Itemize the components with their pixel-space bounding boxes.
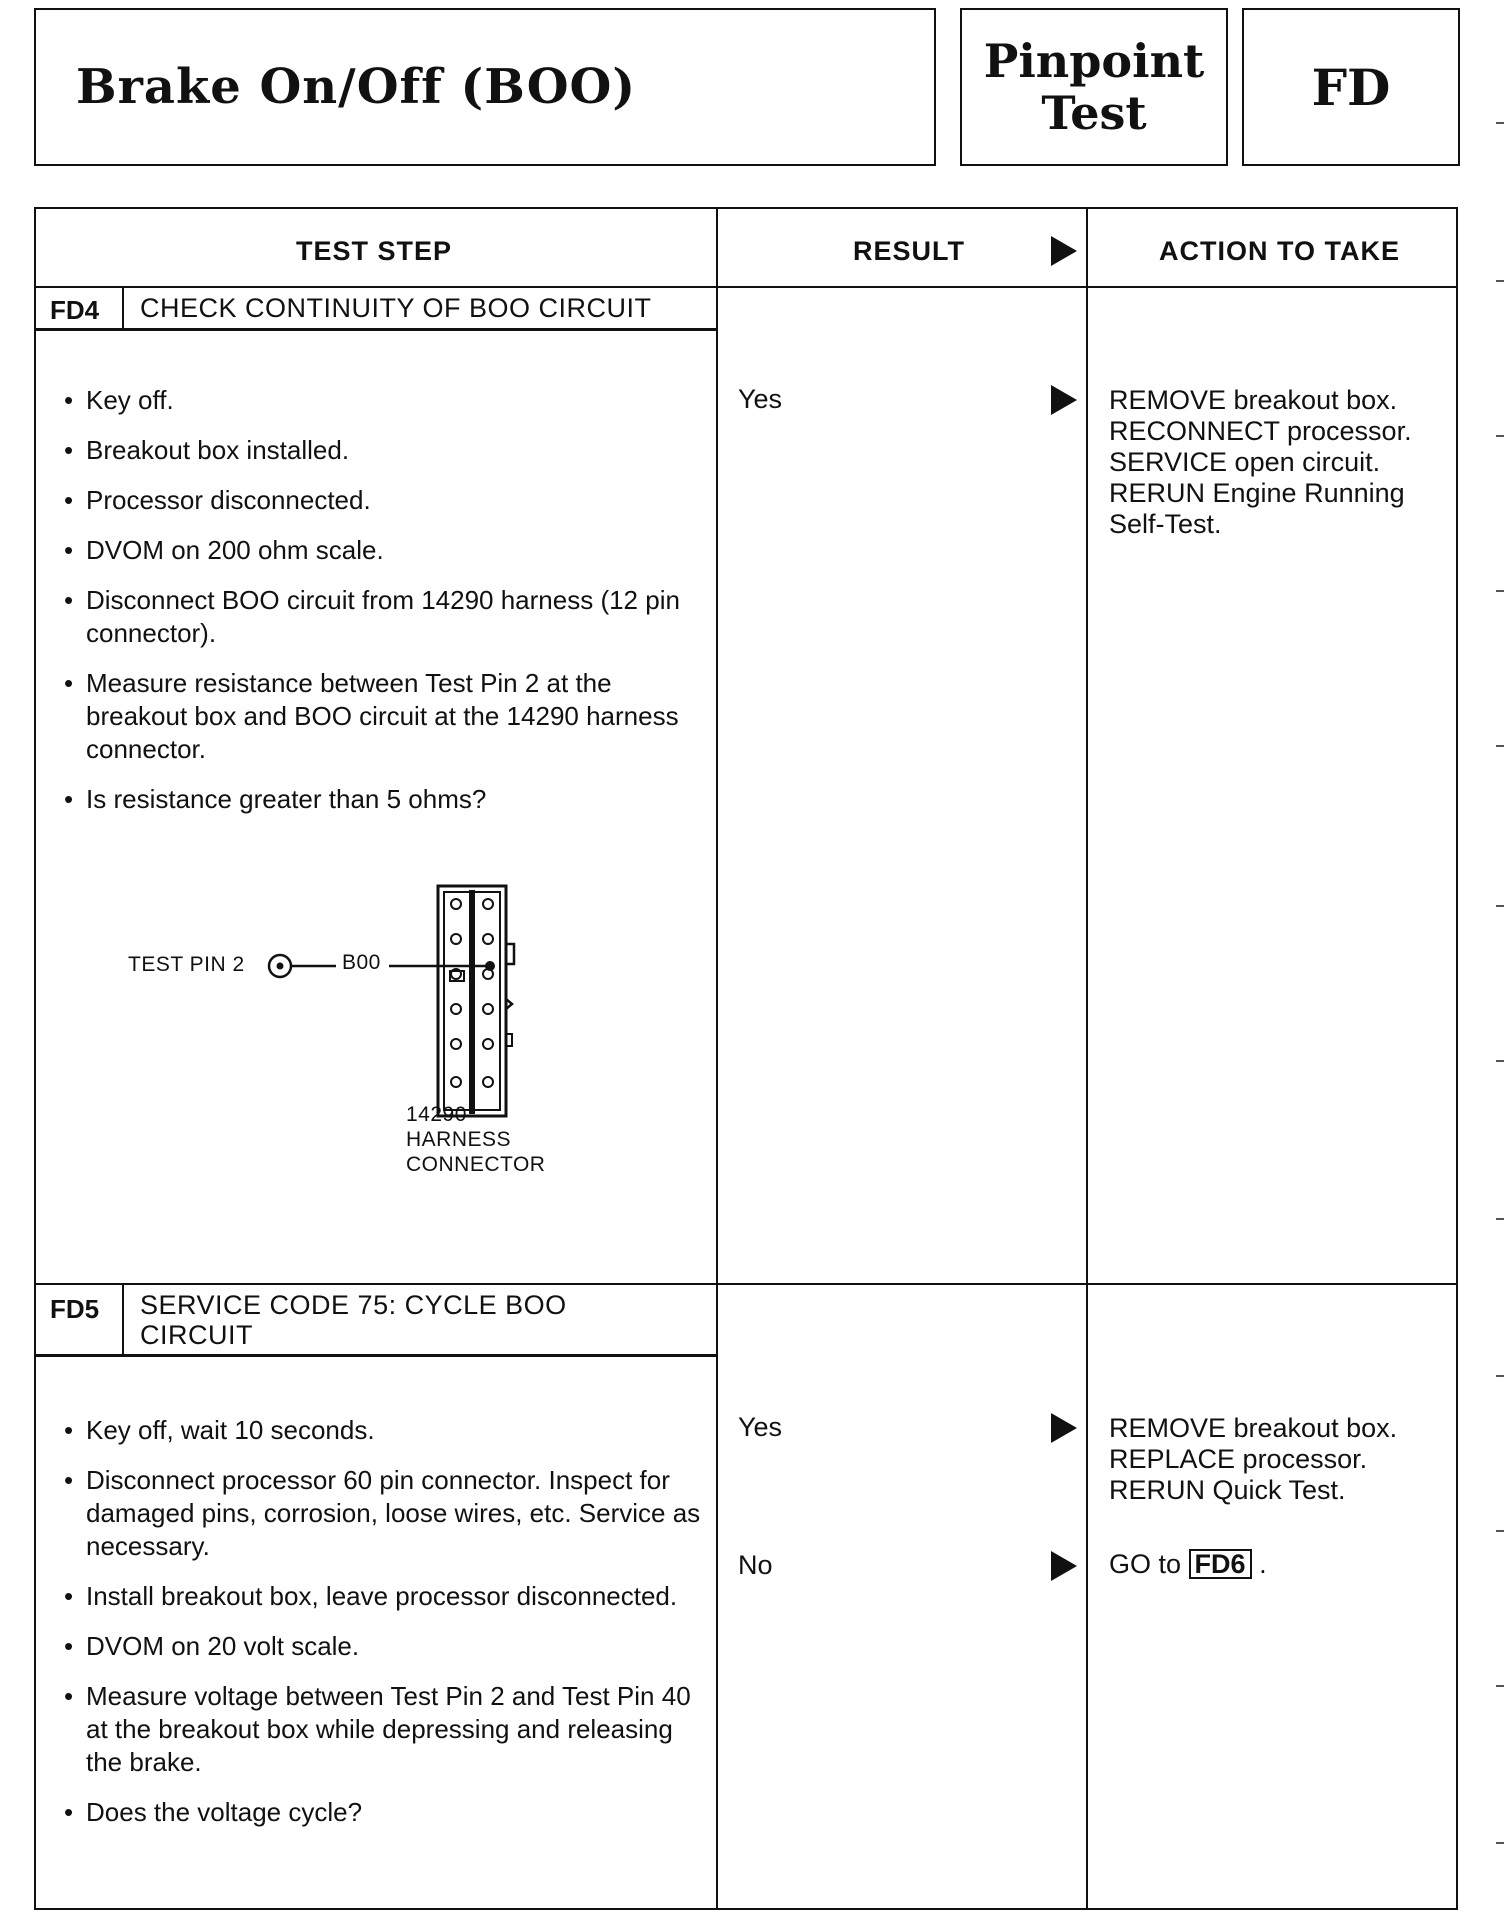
edge-mark xyxy=(1496,280,1504,282)
edge-mark xyxy=(1496,435,1504,437)
goto-prefix: GO to xyxy=(1109,1549,1182,1579)
edge-mark xyxy=(1496,1060,1504,1062)
page-title: Brake On/Off (BOO) xyxy=(76,59,637,115)
instruction-item: • Key off. xyxy=(62,384,702,417)
step-title-line: CIRCUIT xyxy=(140,1320,253,1350)
test-code: FD xyxy=(1311,57,1391,117)
arrow-right-icon xyxy=(1051,1551,1077,1581)
column-divider xyxy=(716,209,718,1908)
edge-mark xyxy=(1496,1375,1504,1377)
step-title: CHECK CONTINUITY OF BOO CIRCUIT xyxy=(140,293,652,323)
instruction-item: • DVOM on 200 ohm scale. xyxy=(62,534,702,567)
instruction-item: • Disconnect processor 60 pin connector. Inspect for damaged pins, corrosion, loose wires, etc. Service as necessary. xyxy=(62,1464,702,1563)
instruction-item: • Is resistance greater than 5 ohms? xyxy=(62,783,702,816)
step-id-divider xyxy=(122,1285,124,1354)
test-type-line2: Test xyxy=(1041,86,1147,140)
step-header-fd5 xyxy=(36,1285,718,1357)
test-type-box xyxy=(960,8,1228,166)
step-id: FD5 xyxy=(50,1294,100,1324)
wire-label: B00 xyxy=(342,951,381,974)
action-text xyxy=(1109,1549,1449,1580)
test-type-label xyxy=(984,35,1205,139)
instruction-item: • Measure resistance between Test Pin 2 at the breakout box and BOO circuit at the 14290 harness connector. xyxy=(62,667,702,766)
pinpoint-test-table xyxy=(34,207,1458,1910)
edge-mark xyxy=(1496,122,1504,124)
edge-mark xyxy=(1496,905,1504,907)
step-header-fd4 xyxy=(36,288,718,331)
instruction-item: • Processor disconnected. xyxy=(62,484,702,517)
arrow-right-icon xyxy=(1051,385,1077,415)
step-instructions-fd5 xyxy=(62,1414,702,1846)
edge-mark xyxy=(1496,1218,1504,1220)
connector-body xyxy=(436,884,546,1124)
goto-suffix: . xyxy=(1259,1549,1267,1579)
step-title xyxy=(140,1290,567,1350)
result-value: Yes xyxy=(738,1412,783,1442)
action-text: REMOVE breakout box. REPLACE processor. RERUN Quick Test. xyxy=(1109,1413,1398,1505)
instruction-item: • Install breakout box, leave processor disconnected. xyxy=(62,1580,702,1613)
column-divider xyxy=(1086,209,1088,1908)
edge-mark xyxy=(1496,1842,1504,1844)
result-value: No xyxy=(738,1550,773,1580)
step-id: FD4 xyxy=(50,295,100,325)
arrow-right-icon xyxy=(1051,1413,1077,1443)
goto-step-link[interactable]: FD6 xyxy=(1189,1549,1252,1579)
connector-label-line: HARNESS xyxy=(406,1128,512,1151)
test-type-line1: Pinpoint xyxy=(983,34,1205,88)
instruction-item: • Key off, wait 10 seconds. xyxy=(62,1414,702,1447)
column-header-action: ACTION TO TAKE xyxy=(1159,236,1400,266)
arrow-right-icon xyxy=(1051,236,1077,266)
edge-mark xyxy=(1496,1530,1504,1532)
connector-label-line: 14290 xyxy=(406,1103,467,1126)
test-pin-label: TEST PIN 2 xyxy=(128,953,245,976)
instruction-item: • DVOM on 20 volt scale. xyxy=(62,1630,702,1663)
instruction-item: • Measure voltage between Test Pin 2 and Test Pin 40 at the breakout box while depressing and releasing the brake. xyxy=(62,1680,702,1779)
column-header-test-step: TEST STEP xyxy=(296,236,453,266)
instruction-item: • Does the voltage cycle? xyxy=(62,1796,702,1829)
action-text: REMOVE breakout box. RECONNECT processor. SERVICE open circuit. RERUN Engine Running Self-Test. xyxy=(1109,385,1412,539)
step-title-line: SERVICE CODE 75: CYCLE BOO xyxy=(140,1290,567,1320)
column-header-result: RESULT xyxy=(853,236,965,266)
connector-label xyxy=(406,1102,545,1177)
edge-mark xyxy=(1496,1685,1504,1687)
page-title-box xyxy=(34,8,936,166)
connector-label-line: CONNECTOR xyxy=(406,1153,546,1176)
instruction-item: • Disconnect BOO circuit from 14290 harness (12 pin connector). xyxy=(62,584,702,650)
result-value: Yes xyxy=(738,384,783,414)
test-code-box xyxy=(1242,8,1460,166)
step-id-divider xyxy=(122,288,124,328)
edge-mark xyxy=(1496,590,1504,592)
step-instructions-fd4 xyxy=(62,384,702,833)
instruction-item: • Breakout box installed. xyxy=(62,434,702,467)
edge-mark xyxy=(1496,745,1504,747)
